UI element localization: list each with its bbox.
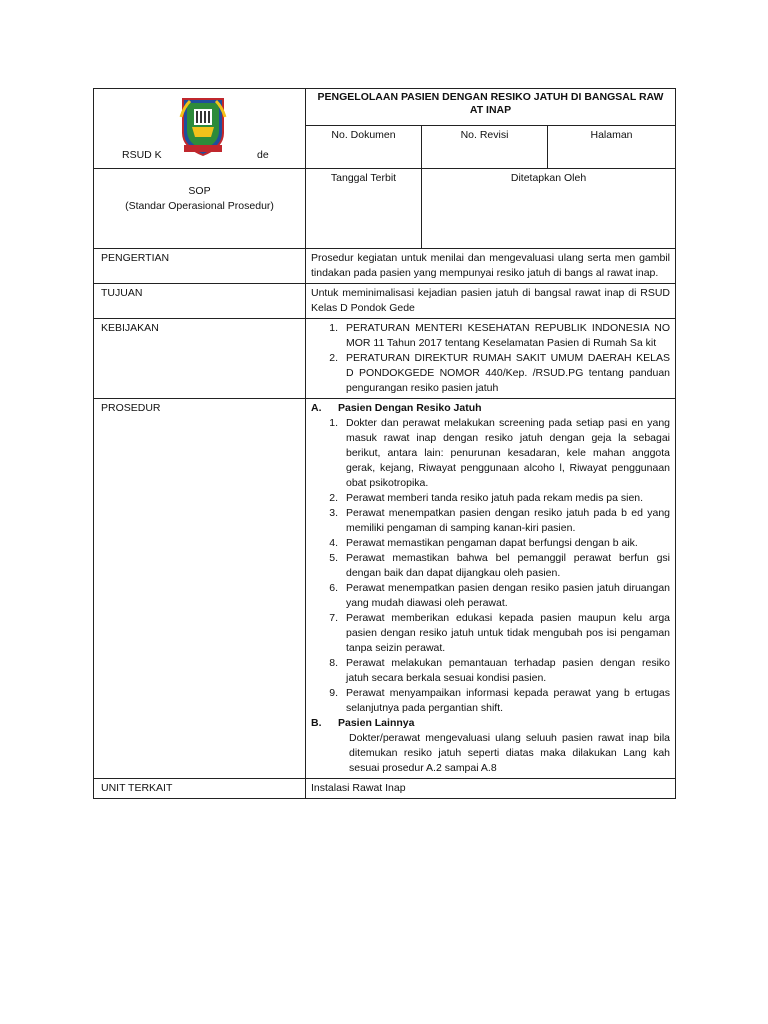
list-item: 4. Perawat memastikan pengaman dapat berfungsi dengan b aik. [329,537,638,549]
city-emblem-logo [178,95,228,157]
list-item: 5. Perawat memastikan bahwa bel pemanggil perawat berfun gsi dengan baik dan dapat dijangkau oleh pasien. [329,552,671,579]
list-item: 8. Perawat melakukan pemantauan terhadap pasien dengan resiko jatuh secara berkala sesuai kondisi pasien. [329,657,671,684]
sop-document [93,88,675,799]
list-item: 2. PERATURAN DIREKTUR RUMAH SAKIT UMUM DAERAH KELAS D PONDOKGEDE NOMOR 440/Kep. /RSUD.PG tentang panduan pengurangan resiko pasien jatuh [329,352,671,394]
halaman-cell: Halaman [548,126,676,169]
document-title: PENGELOLAAN PASIEN DENGAN RESIKO JATUH DI BANGSAL RAW AT INAP [306,89,676,126]
sop-label: SOP [188,185,211,197]
ditetapkan-oleh-cell: Ditetapkan Oleh [422,169,676,249]
sop-cell [94,169,306,249]
list-item: 3. Perawat menempatkan pasien dengan resiko jatuh pada b ed yang memiliki pengaman di samping kanan-kiri pasien. [329,507,671,534]
tujuan-label: TUJUAN [94,284,306,319]
section-b-heading: B. Pasien Lainnya [311,717,415,729]
unit-terkait-label: UNIT TERKAIT [94,779,306,799]
prosedur-content [306,399,676,779]
tujuan-text: Untuk meminimalisasi kejadian pasien jatuh di bangsal rawat inap di RSUD Kelas D Pondok Gede [306,284,676,319]
sop-table [93,88,676,799]
logo-cell [94,89,306,169]
list-item: 1. PERATURAN MENTERI KESEHATAN REPUBLIK INDONESIA NO MOR 11 Tahun 2017 tentang Keselamatan Pasien di Rumah Sa kit [329,322,671,349]
kebijakan-label: KEBIJAKAN [94,319,306,399]
list-item: 9. Perawat menyampaikan informasi kepada perawat yang b ertugas selanjutnya pada pergantian shift. [329,687,671,714]
hospital-name-right: de [257,149,269,161]
pengertian-label: PENGERTIAN [94,249,306,284]
unit-terkait-text: Instalasi Rawat Inap [306,779,676,799]
hospital-name-left: RSUD K [122,149,162,161]
no-revisi-cell: No. Revisi [422,126,548,169]
prosedur-label: PROSEDUR [94,399,306,779]
sop-full-label: (Standar Operasional Prosedur) [125,200,274,212]
list-item: 1. Dokter dan perawat melakukan screening pada setiap pasi en yang masuk rawat inap dengan resiko jatuh dengan geja la sebagai berikut, antara lain: penurunan kesadaran, kele mahan anggota gerak, kejang, Riwayat penggunaan alcoho l, Riwayat penggunaan obat psikotropika. [329,417,671,489]
pengertian-text: Prosedur kegiatan untuk menilai dan mengevaluasi ulang serta men gambil tindakan pada pasien yang mempunyai resiko jatuh di bangs al rawat inap. [306,249,676,284]
list-item: 2. Perawat memberi tanda resiko jatuh pada rekam medis pa sien. [329,492,644,504]
section-b-text: Dokter/perawat mengevaluasi ulang seluuh pasien rawat inap bila ditemukan resiko jatuh seperti diatas maka dilakukan Lang kah sesuai prosedur A.2 sampai A.8 [349,732,671,774]
list-item: 6. Perawat menempatkan pasien dengan resiko pasien jatuh diruangan yang mudah diawasi oleh perawat. [329,582,671,609]
list-item: 7. Perawat memberikan edukasi kepada pasien maupun kelu arga pasien dengan resiko jatuh untuk tidak mengubah pos isi pengaman tanpa seizin perawat. [329,612,671,654]
tanggal-terbit-cell: Tanggal Terbit [306,169,422,249]
section-a-heading: A. Pasien Dengan Resiko Jatuh [311,402,482,414]
no-dokumen-cell: No. Dokumen [306,126,422,169]
kebijakan-content [306,319,676,399]
